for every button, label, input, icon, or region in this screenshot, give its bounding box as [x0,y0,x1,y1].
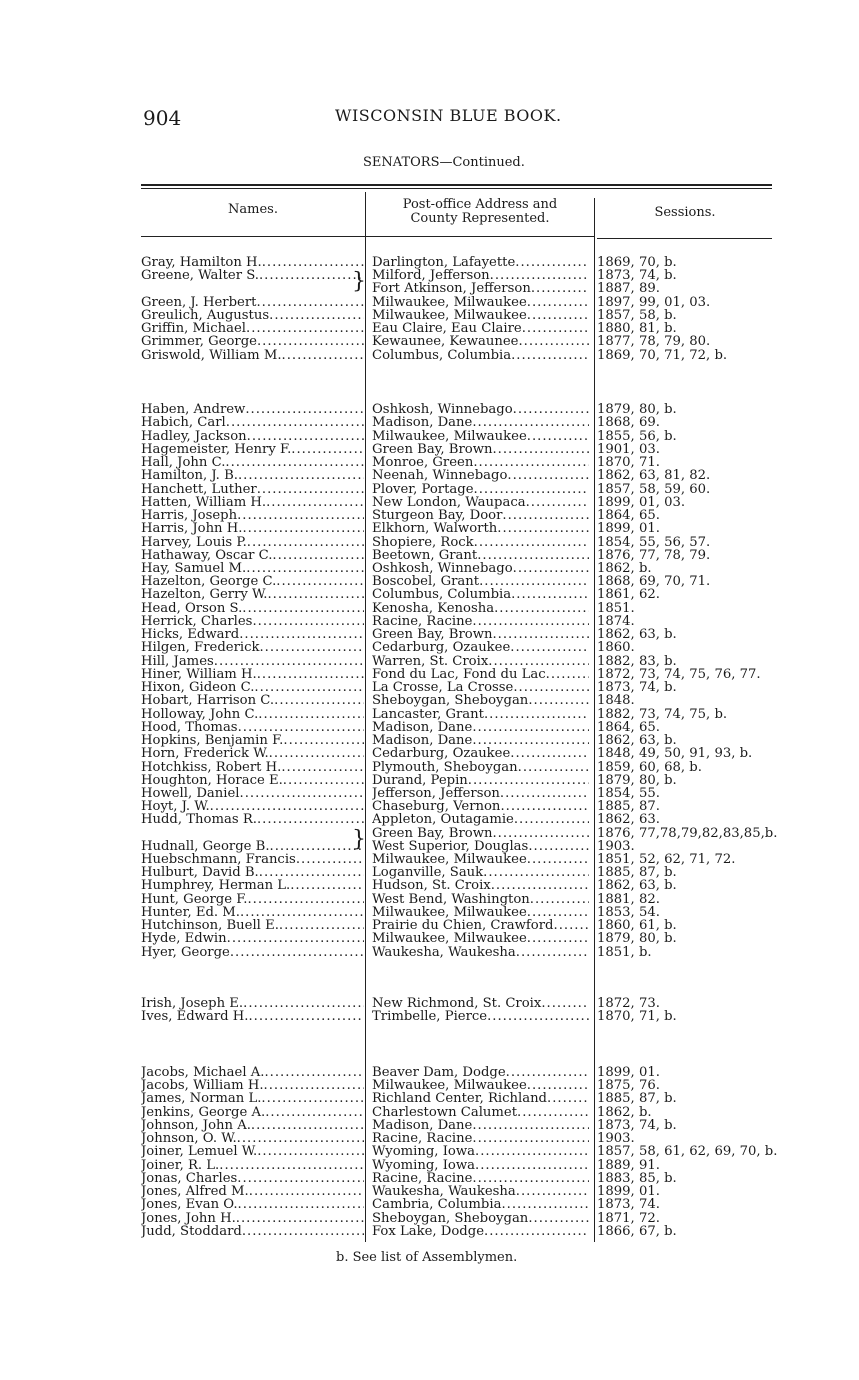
senator-name: Hicks, Edward ..... [141,628,364,642]
senator-name: Harris, Joseph ..... [141,509,364,523]
post-office-address: Wyoming, Iowa ..... [372,1159,589,1173]
post-office-address: Beetown, Grant ..... [372,549,589,563]
sessions-served: 1870, 71, b. [597,1010,677,1024]
post-office-address: Columbus, Columbia ..... [372,349,589,363]
post-office-address: Milford, Jefferson ..... [372,269,589,283]
sessions-served: 1862, b. [597,562,652,576]
senator-name: Hixon, Gideon C. ..... [141,681,364,695]
senator-name: Greulich, Augustus ..... [141,309,364,323]
senator-name: Jenkins, George A. ..... [141,1106,364,1120]
post-office-address: Cambria, Columbia ..... [372,1198,589,1212]
sessions-served: 1869, 70, 71, 72, b. [597,349,728,363]
senator-name: Hoyt, J. W. ..... [141,800,364,814]
sessions-served: 1873, 74, b. [597,1119,677,1133]
post-office-address: Cedarburg, Ozaukee ..... [372,747,589,761]
header-rule-names [141,236,365,237]
post-office-address: Sheboygan, Sheboygan ..... [372,694,589,708]
sessions-served: 1880, 81, b. [597,322,677,336]
sessions-served: 1881, 82. [597,893,660,907]
senator-name: Griffin, Michael ..... [141,322,364,336]
post-office-address: Madison, Dane ..... [372,721,589,735]
post-office-address: Boscobel, Grant ..... [372,575,589,589]
sessions-served: 1851, 52, 62, 71, 72. [597,853,736,867]
sessions-served: 1879, 80, b. [597,774,677,788]
table-top-rule [141,184,772,186]
sessions-served: 1885, 87, b. [597,866,677,880]
sessions-served: 1899, 01, 03. [597,496,686,510]
sessions-served: 1862, 63, b. [597,879,677,893]
sessions-served: 1854, 55. [597,787,660,801]
post-office-address: Appleton, Outagamie ..... [372,813,589,827]
sessions-served: 1879, 80, b. [597,932,677,946]
senator-name: Hunt, George F. ..... [141,893,364,907]
post-office-address: Plymouth, Sheboygan ..... [372,761,589,775]
senator-name: Howell, Daniel ..... [141,787,364,801]
sessions-served: 1874. [597,615,635,629]
column-divider-1 [365,192,366,1242]
senator-name: Irish, Joseph E. ..... [141,997,364,1011]
post-office-address: Madison, Dane ..... [372,416,589,430]
sessions-served: 1899, 01. [597,1185,660,1199]
post-office-address: Elkhorn, Walworth ..... [372,522,589,536]
page-number: 904 [143,106,182,130]
post-office-address: Fort Atkinson, Jefferson ..... [372,282,589,296]
sessions-served: 1868, 69. [597,416,660,430]
post-office-address: Beaver Dam, Dodge ..... [372,1066,589,1080]
sessions-served: 1879, 80, b. [597,403,677,417]
sessions-served: 1869, 70, b. [597,256,677,270]
senator-name: Harris, John H. ..... [141,522,364,536]
post-office-address: Milwaukee, Milwaukee ..... [372,1079,589,1093]
senator-name: Hatten, William H. ..... [141,496,364,510]
post-office-address: Kewaunee, Kewaunee ..... [372,335,589,349]
senator-name: James, Norman L. ..... [141,1092,364,1106]
sessions-served: 1854, 55, 56, 57. [597,536,711,550]
post-office-address: Jefferson, Jefferson ..... [372,787,589,801]
senator-name: Hulburt, David B. ..... [141,866,364,880]
footnote: b. See list of Assemblymen. [336,1250,518,1265]
post-office-address: Darlington, Lafayette ..... [372,256,589,270]
sessions-served: 1885, 87. [597,800,660,814]
senator-name: Jonas, Charles ..... [141,1172,364,1186]
senator-name: Jacobs, Michael A. ..... [141,1066,364,1080]
sessions-served: 1861, 62. [597,588,660,602]
sessions-served: 1899, 01. [597,522,660,536]
sessions-served: 1873, 74, b. [597,681,677,695]
sessions-served: 1899, 01. [597,1066,660,1080]
sessions-served: 1857, 58, b. [597,309,677,323]
sessions-served: 1860, 61, b. [597,919,677,933]
senator-name: Joiner, Lemuel W. ..... [141,1145,364,1159]
senator-name: Head, Orson S. ..... [141,602,364,616]
senator-name: Hall, John C. ..... [141,456,364,470]
senator-name: Griswold, William M. ..... [141,349,364,363]
senator-name: Hunter, Ed. M. ..... [141,906,364,920]
sessions-served: 1873, 74, b. [597,269,677,283]
senator-name: Joiner, R. L. ..... [141,1159,364,1173]
senator-name: Judd, Stoddard ..... [141,1225,364,1239]
sessions-served: 1872, 73. [597,997,660,1011]
senator-name: Hiner, William H. ..... [141,668,364,682]
sessions-served: 1864, 65. [597,721,660,735]
senator-name: Jones, Alfred M. ..... [141,1185,364,1199]
post-office-address: Madison, Dane ..... [372,1119,589,1133]
sessions-served: 1883, 85, b. [597,1172,677,1186]
post-office-address: Racine, Racine ..... [372,1132,589,1146]
sessions-served: 1873, 74. [597,1198,660,1212]
senator-name: Gray, Hamilton H. ..... [141,256,364,270]
senator-name: Johnson, O. W. ..... [141,1132,364,1146]
post-office-address: La Crosse, La Crosse ..... [372,681,589,695]
sessions-served: 1862, 63, 81, 82. [597,469,711,483]
post-office-address: Kenosha, Kenosha ..... [372,602,589,616]
brace-greene: } [352,269,366,294]
senator-name: Hay, Samuel M. ..... [141,562,364,576]
senator-name: Hudd, Thomas R. ..... [141,813,364,827]
senator-name: Haben, Andrew ..... [141,403,364,417]
senator-name: Grimmer, George ..... [141,335,364,349]
sessions-served: 1868, 69, 70, 71. [597,575,711,589]
sessions-served: 1882, 73, 74, 75, b. [597,708,728,722]
senator-name: Hagemeister, Henry F. ..... [141,443,364,457]
senator-name: Hamilton, J. B. ..... [141,469,364,483]
sessions-served: 1857, 58, 61, 62, 69, 70, b. [597,1145,778,1159]
post-office-address: Shopiere, Rock ..... [372,536,589,550]
post-office-address: Plover, Portage ..... [372,483,589,497]
post-office-address: West Bend, Washington ..... [372,893,589,907]
sessions-served: 1862, 63. [597,813,660,827]
post-office-address: New Richmond, St. Croix ..... [372,997,589,1011]
brace-hudd: } [352,827,366,852]
senator-name: Jones, Evan O. ..... [141,1198,364,1212]
senator-name: Ives, Edward H. ..... [141,1010,364,1024]
senator-name: Hazelton, Gerry W. ..... [141,588,364,602]
header-names: Names. [228,202,278,217]
header-rule-sessions [597,238,772,239]
post-office-address: Sturgeon Bay, Door ..... [372,509,589,523]
sessions-served: 1885, 87, b. [597,1092,677,1106]
senator-name: Hutchinson, Buell E. ..... [141,919,364,933]
sessions-served: 1862, 63, b. [597,734,677,748]
header-sessions: Sessions. [654,205,716,220]
header-address [366,198,594,226]
post-office-address: Milwaukee, Milwaukee ..... [372,853,589,867]
sessions-served: 1862, 63, b. [597,628,677,642]
header-address-line2: County Represented. [410,211,550,226]
senator-name: Habich, Carl ..... [141,416,364,430]
post-office-address: New London, Waupaca ..... [372,496,589,510]
senator-name: Hilgen, Frederick ..... [141,641,364,655]
post-office-address: Warren, St. Croix ..... [372,655,589,669]
post-office-address: Milwaukee, Milwaukee ..... [372,906,589,920]
post-office-address: Monroe, Green ..... [372,456,589,470]
post-office-address: Madison, Dane ..... [372,734,589,748]
senator-name: Holloway, John C. ..... [141,708,364,722]
sessions-served: 1875, 76. [597,1079,660,1093]
sessions-served: 1871, 72. [597,1212,660,1226]
senator-name: Harvey, Louis P. ..... [141,536,364,550]
sessions-served: 1887, 89. [597,282,660,296]
senator-name: Hotchkiss, Robert H. ..... [141,761,364,775]
senator-name: Jacobs, William H. ..... [141,1079,364,1093]
senator-name: Hyer, George ..... [141,946,364,960]
post-office-address: Neenah, Winnebago ..... [372,469,589,483]
post-office-address: Richland Center, Richland ..... [372,1092,589,1106]
section-title: SENATORS—Continued. [363,155,525,170]
sessions-served: 1872, 73, 74, 75, 76, 77. [597,668,761,682]
post-office-address: Loganville, Sauk ..... [372,866,589,880]
post-office-address: Milwaukee, Milwaukee ..... [372,296,589,310]
sessions-served: 1862, b. [597,1106,652,1120]
post-office-address: Fox Lake, Dodge ..... [372,1225,589,1239]
senator-name: Hyde, Edwin ..... [141,932,364,946]
senator-name: Hazelton, George C. ..... [141,575,364,589]
post-office-address: Charlestown Calumet ..... [372,1106,589,1120]
post-office-address: Milwaukee, Milwaukee ..... [372,932,589,946]
sessions-served: 1851. [597,602,635,616]
sessions-served: 1870, 71. [597,456,660,470]
sessions-served: 1897, 99, 01, 03. [597,296,711,310]
post-office-address: Chaseburg, Vernon ..... [372,800,589,814]
sessions-served: 1864, 65. [597,509,660,523]
sessions-served: 1876, 77, 78, 79. [597,549,711,563]
table-top-rule-thin [141,188,772,189]
senator-name: Hood, Thomas ..... [141,721,364,735]
post-office-address: Racine, Racine ..... [372,1172,589,1186]
post-office-address: Lancaster, Grant ..... [372,708,589,722]
post-office-address: West Superior, Douglas ..... [372,840,589,854]
post-office-address: Green Bay, Brown ..... [372,628,589,642]
post-office-address: Oshkosh, Winnebago ..... [372,562,589,576]
post-office-address: Oshkosh, Winnebago ..... [372,403,589,417]
sessions-served: 1851, b. [597,946,652,960]
senator-name: Hill, James ..... [141,655,364,669]
senator-name: Johnson, John A. ..... [141,1119,364,1133]
senator-name: Horn, Frederick W. ..... [141,747,364,761]
post-office-address: Prairie du Chien, Crawford ..... [372,919,589,933]
senator-name: Herrick, Charles ..... [141,615,364,629]
sessions-served: 1855, 56, b. [597,430,677,444]
senator-name: Green, J. Herbert ..... [141,296,364,310]
sessions-served: 1877, 78, 79, 80. [597,335,711,349]
sessions-served: 1853, 54. [597,906,660,920]
senator-name: Huebschmann, Francis ..... [141,853,364,867]
sessions-served: 1859, 60, 68, b. [597,761,702,775]
post-office-address: Fond du Lac, Fond du Lac ..... [372,668,589,682]
book-title: WISCONSIN BLUE BOOK. [335,106,562,125]
post-office-address: Milwaukee, Milwaukee ..... [372,309,589,323]
sessions-served: 1848. [597,694,635,708]
post-office-address: Columbus, Columbia ..... [372,588,589,602]
senator-name: Hathaway, Oscar C. ..... [141,549,364,563]
sessions-served: 1901, 03. [597,443,660,457]
senator-name: Hopkins, Benjamin F. ..... [141,734,364,748]
senator-name: Houghton, Horace E. ..... [141,774,364,788]
post-office-address: Durand, Pepin ..... [372,774,589,788]
header-address-line1: Post-office Address and [402,197,558,212]
post-office-address: Milwaukee, Milwaukee ..... [372,430,589,444]
sessions-served: 1860. [597,641,635,655]
sessions-served: 1866, 67, b. [597,1225,677,1239]
sessions-served: 1857, 58, 59, 60. [597,483,711,497]
senator-name: Hadley, Jackson ..... [141,430,364,444]
sessions-served: 1882, 83, b. [597,655,677,669]
post-office-address: Hudson, St. Croix ..... [372,879,589,893]
sessions-served: 1848, 49, 50, 91, 93, b. [597,747,753,761]
post-office-address: Trimbelle, Pierce ..... [372,1010,589,1024]
header-rule-address [366,236,594,237]
sessions-served: 1903. [597,1132,635,1146]
post-office-address: Green Bay, Brown ..... [372,827,589,841]
post-office-address: Cedarburg, Ozaukee ..... [372,641,589,655]
post-office-address: Waukesha, Waukesha ..... [372,1185,589,1199]
sessions-served: 1903. [597,840,635,854]
post-office-address: Sheboygan, Sheboygan ..... [372,1212,589,1226]
senator-name: Jones, John H. ..... [141,1212,364,1226]
sessions-served: 1889, 91. [597,1159,660,1173]
senator-name: Hanchett, Luther ..... [141,483,364,497]
senator-name: Greene, Walter S. ..... [141,269,364,283]
post-office-address: Racine, Racine ..... [372,615,589,629]
senator-name: Hobart, Harrison C. ..... [141,694,364,708]
post-office-address: Eau Claire, Eau Claire ..... [372,322,589,336]
post-office-address: Wyoming, Iowa ..... [372,1145,589,1159]
senator-name: Humphrey, Herman L. ..... [141,879,364,893]
sessions-served: 1876, 77,78,79,82,83,85,b. [597,827,778,841]
post-office-address: Green Bay, Brown ..... [372,443,589,457]
column-divider-2 [594,198,595,1242]
post-office-address: Waukesha, Waukesha ..... [372,946,589,960]
senator-name: Hudnall, George B. ..... [141,840,364,854]
